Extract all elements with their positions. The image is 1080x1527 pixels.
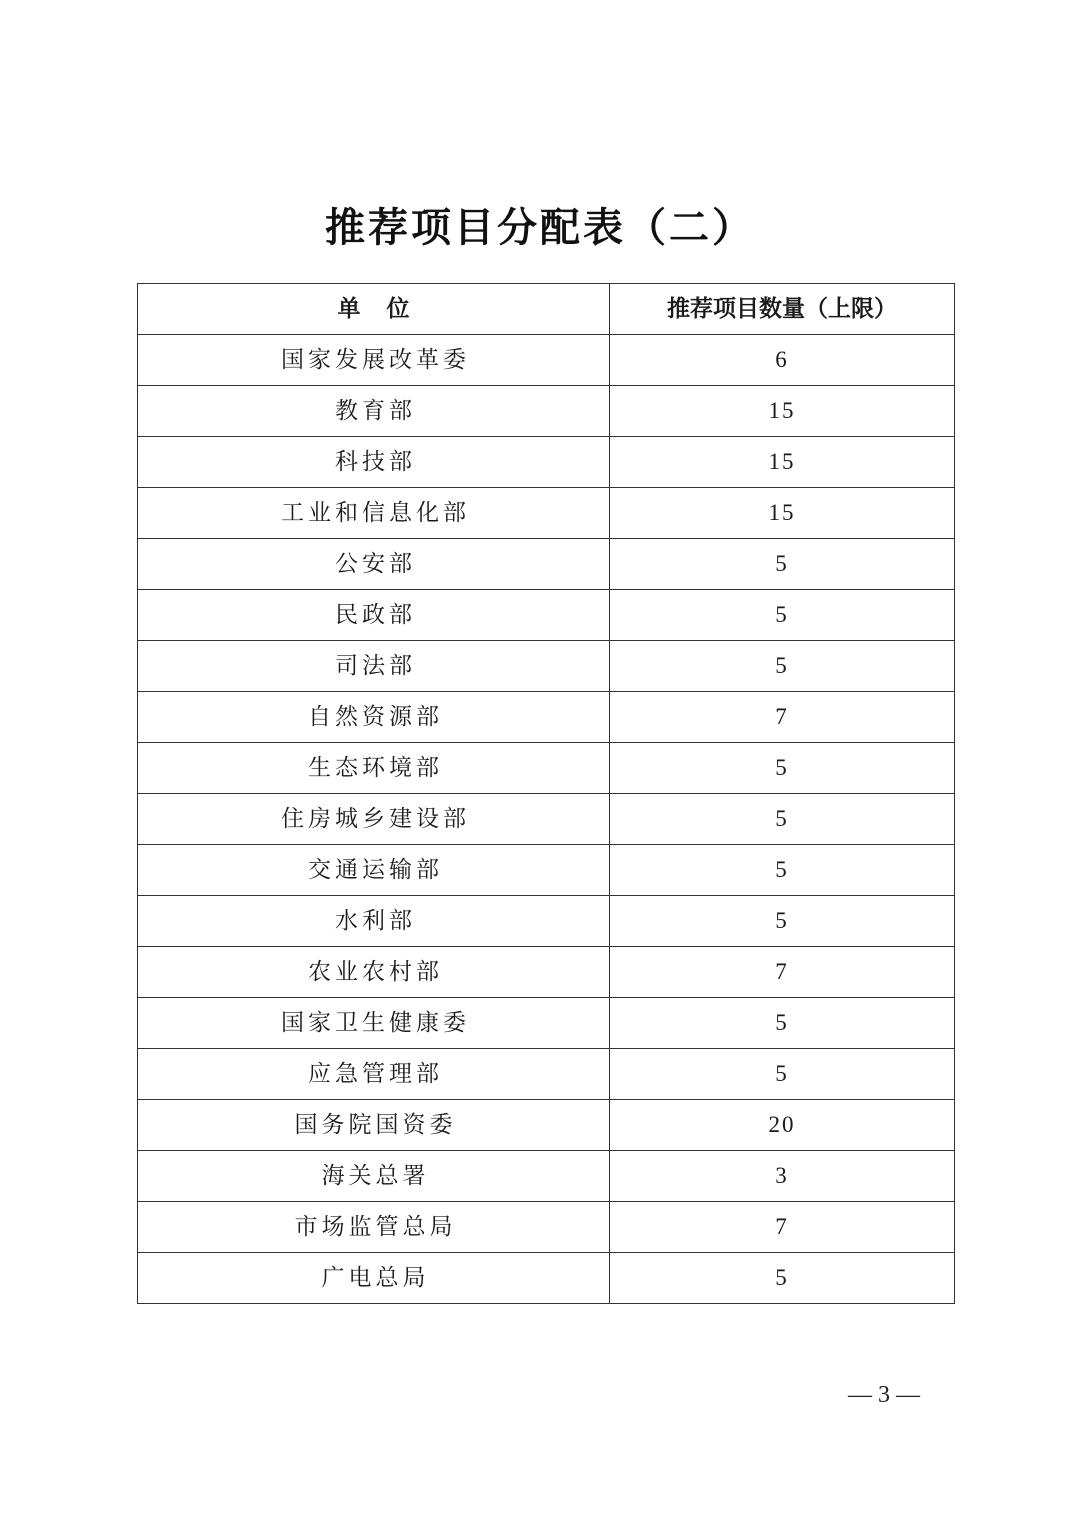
- quota-cell: 6: [610, 335, 955, 386]
- table-row: [138, 386, 955, 437]
- unit-cell: 科技部: [138, 437, 610, 488]
- unit-cell: 交通运输部: [138, 845, 610, 896]
- quota-cell: 15: [610, 437, 955, 488]
- quota-cell: 5: [610, 539, 955, 590]
- quota-cell: 5: [610, 590, 955, 641]
- unit-cell: 国家卫生健康委: [138, 998, 610, 1049]
- unit-cell: 市场监管总局: [138, 1202, 610, 1253]
- quota-cell: 20: [610, 1100, 955, 1151]
- unit-cell: 海关总署: [138, 1151, 610, 1202]
- header-quota: 推荐项目数量（上限）: [610, 284, 955, 335]
- table-row: [138, 1253, 955, 1304]
- table-row: [138, 1202, 955, 1253]
- table-row: [138, 641, 955, 692]
- table-row: [138, 590, 955, 641]
- quota-cell: 5: [610, 896, 955, 947]
- page-number: — 3 —: [848, 1382, 920, 1408]
- unit-cell: 教育部: [138, 386, 610, 437]
- table-row: [138, 998, 955, 1049]
- table-row: [138, 437, 955, 488]
- quota-cell: 5: [610, 998, 955, 1049]
- table-row: [138, 1100, 955, 1151]
- quota-cell: 7: [610, 947, 955, 998]
- header-unit: 单位: [138, 284, 610, 335]
- unit-cell: 工业和信息化部: [138, 488, 610, 539]
- unit-cell: 广电总局: [138, 1253, 610, 1304]
- table-row: [138, 1049, 955, 1100]
- unit-cell: 公安部: [138, 539, 610, 590]
- table-row: [138, 692, 955, 743]
- quota-cell: 5: [610, 743, 955, 794]
- unit-cell: 水利部: [138, 896, 610, 947]
- allocation-table: [137, 283, 955, 1304]
- table-row: [138, 845, 955, 896]
- quota-cell: 5: [610, 794, 955, 845]
- table-row: [138, 947, 955, 998]
- quota-cell: 15: [610, 386, 955, 437]
- table-row: [138, 743, 955, 794]
- quota-cell: 5: [610, 1253, 955, 1304]
- table-row: [138, 488, 955, 539]
- unit-cell: 国家发展改革委: [138, 335, 610, 386]
- table-row: [138, 1151, 955, 1202]
- table-row: [138, 896, 955, 947]
- unit-cell: 民政部: [138, 590, 610, 641]
- unit-cell: 生态环境部: [138, 743, 610, 794]
- unit-cell: 司法部: [138, 641, 610, 692]
- table-header-row: [138, 284, 955, 335]
- table-body: [138, 335, 955, 1304]
- table-row: [138, 539, 955, 590]
- unit-cell: 自然资源部: [138, 692, 610, 743]
- table-row: [138, 794, 955, 845]
- page-title: 推荐项目分配表（二）: [325, 205, 755, 251]
- quota-cell: 5: [610, 641, 955, 692]
- quota-cell: 7: [610, 692, 955, 743]
- table-row: [138, 335, 955, 386]
- quota-cell: 3: [610, 1151, 955, 1202]
- quota-cell: 7: [610, 1202, 955, 1253]
- unit-cell: 住房城乡建设部: [138, 794, 610, 845]
- quota-cell: 5: [610, 1049, 955, 1100]
- unit-cell: 应急管理部: [138, 1049, 610, 1100]
- unit-cell: 农业农村部: [138, 947, 610, 998]
- quota-cell: 5: [610, 845, 955, 896]
- quota-cell: 15: [610, 488, 955, 539]
- unit-cell: 国务院国资委: [138, 1100, 610, 1151]
